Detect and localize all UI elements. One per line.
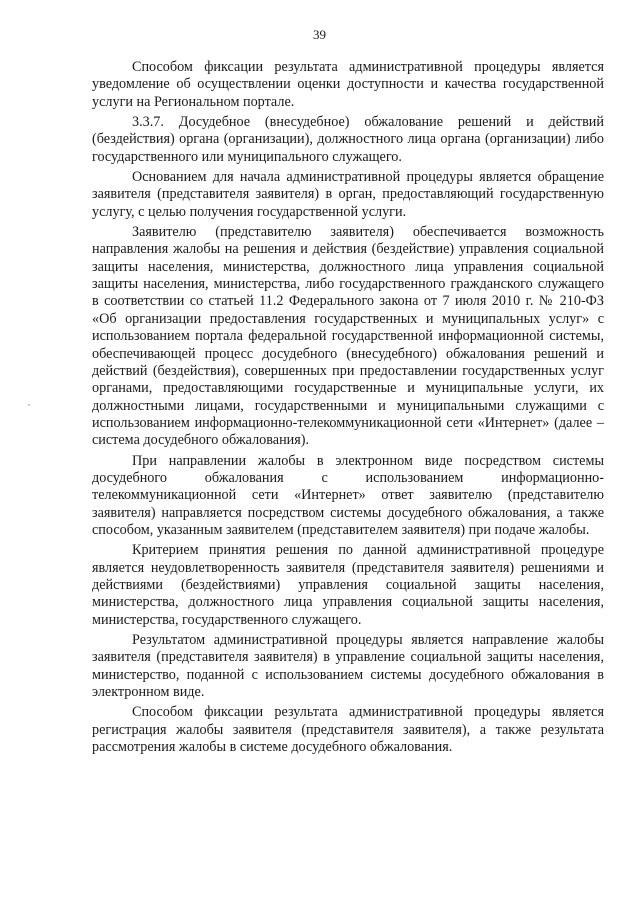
paragraph-basis: Основанием для начала административной процедуры является обращение заявителя (представителя заявителя) в орган, предоставляющий государственную услугу, с целью получения государственной услуги. bbox=[92, 169, 604, 220]
document-body bbox=[92, 59, 604, 756]
page-number: 39 bbox=[313, 27, 326, 42]
paragraph-result: Результатом административной процедуры является направление жалобы заявителя (представителя заявителя) в управление социальной защиты населения, министерство, поданной с использованием системы досудебного обжалования в электронном виде. bbox=[92, 632, 604, 701]
scan-speck bbox=[28, 404, 30, 406]
paragraph-section-3-3-7: 3.3.7. Досудебное (внесудебное) обжалование решений и действий (бездействия) органа (организации), должностного лица органа (организации) либо государственного или муниципального служащего. bbox=[92, 114, 604, 165]
paragraph-fixation-notice: Способом фиксации результата административной процедуры является уведомление об осуществлении оценки доступности и качества государственной услуги на Региональном портале. bbox=[92, 59, 604, 110]
paragraph-electronic-complaint: При направлении жалобы в электронном виде посредством системы досудебного обжалования с использованием информационно-телекоммуникационной сети «Интернет» ответ заявителю (представителю заявителя) направляется посредством системы досудебного обжалования, а также способом, указанным заявителем (представителем заявителя) при подаче жалобы. bbox=[92, 452, 604, 538]
paragraph-fixation-registration: Способом фиксации результата административной процедуры является регистрация жалобы заявителя (представителя заявителя), а также результата рассмотрения жалобы в системе досудебного обжалования. bbox=[92, 704, 604, 756]
paragraph-criterion: Критерием принятия решения по данной административной процедуре является неудовлетворенность заявителя (представителя заявителя) решениями и действиями (бездействиями) управления социальной защиты населения, министерства, должностного лица управления социальной защиты населения, министерства, государственного служащего. bbox=[92, 542, 604, 628]
paragraph-complaint-rights: Заявителю (представителю заявителя) обеспечивается возможность направления жалобы на решения и действия (бездействие) управления социальной защиты населения, министерства, должностного лица управления социальной защиты населения, министерства, либо государственного гражданского служащего в соответствии со статьей 11.2 Федерального закона от 7 июля 2010 г. № 210-ФЗ «Об организации предоставления государственных и муниципальных услуг» с использованием портала федеральной государственной информационной системы, обеспечивающей процесс досудебного (внесудебного) обжалования решений и действий (бездействия), совершенных при предоставлении государственных услуг органами, предоставляющими государственные и муниципальные услуги, их должностными лицами, государственными и муниципальными служащими с использованием информационно-телекоммуникационной сети «Интернет» (далее – система досудебного обжалования). bbox=[92, 224, 604, 449]
